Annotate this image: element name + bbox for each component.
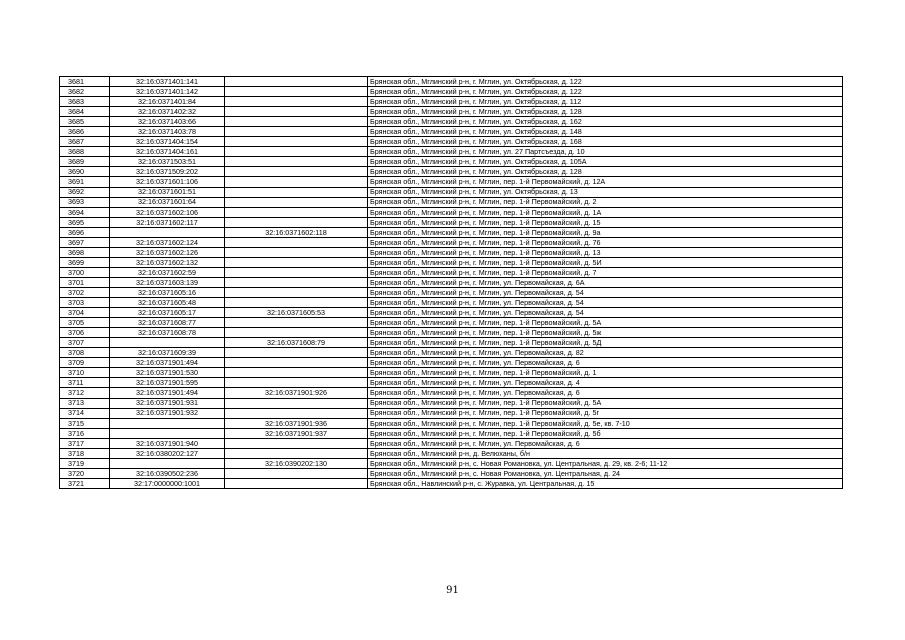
address-cell: Брянская обл., Мглинский р-н, г. Мглин, пер. 1-й Первомайский, д. 12А xyxy=(368,177,843,187)
cadastral-number-cell: 32:16:0371404:154 xyxy=(110,137,225,147)
row-number-cell: 3697 xyxy=(60,237,110,247)
address-cell: Брянская обл., Мглинский р-н, г. Мглин, ул. Первомайская, д. 6 xyxy=(368,358,843,368)
related-cadastral-number-cell xyxy=(225,197,368,207)
related-cadastral-number-cell xyxy=(225,257,368,267)
related-cadastral-number-cell xyxy=(225,318,368,328)
address-cell: Брянская обл., Мглинский р-н, г. Мглин, пер. 1-й Первомайский, д. 1 xyxy=(368,368,843,378)
cadastral-number-cell: 32:16:0371401:142 xyxy=(110,87,225,97)
table-row xyxy=(60,318,843,328)
address-cell: Брянская обл., Мглинский р-н, г. Мглин, пер. 1-й Первомайский, д. 5А xyxy=(368,318,843,328)
table-row xyxy=(60,468,843,478)
cadastral-number-cell: 32:17:0000000:1001 xyxy=(110,478,225,488)
table-row xyxy=(60,368,843,378)
property-register-table xyxy=(59,76,843,489)
related-cadastral-number-cell xyxy=(225,328,368,338)
table-row xyxy=(60,197,843,207)
related-cadastral-number-cell xyxy=(225,468,368,478)
cadastral-number-cell: 32:16:0371901:940 xyxy=(110,438,225,448)
page-number: 91 xyxy=(446,585,459,596)
related-cadastral-number-cell xyxy=(225,87,368,97)
table-row xyxy=(60,458,843,468)
row-number-cell: 3682 xyxy=(60,87,110,97)
address-cell: Брянская обл., Мглинский р-н, г. Мглин, пер. 1-й Первомайский, д. 5г xyxy=(368,408,843,418)
related-cadastral-number-cell xyxy=(225,77,368,87)
row-number-cell: 3686 xyxy=(60,127,110,137)
related-cadastral-number-cell xyxy=(225,287,368,297)
related-cadastral-number-cell xyxy=(225,127,368,137)
address-cell: Брянская обл., Мглинский р-н, г. Мглин, ул. Октябрьская, д. 128 xyxy=(368,107,843,117)
address-cell: Брянская обл., Мглинский р-н, г. Мглин, ул. Октябрьская, д. 122 xyxy=(368,77,843,87)
cadastral-number-cell: 32:16:0371509:202 xyxy=(110,167,225,177)
table-row xyxy=(60,127,843,137)
cadastral-number-cell: 32:16:0371602:59 xyxy=(110,267,225,277)
related-cadastral-number-cell xyxy=(225,348,368,358)
table-row xyxy=(60,338,843,348)
table-row xyxy=(60,328,843,338)
cadastral-number-cell: 32:16:0371901:494 xyxy=(110,388,225,398)
cadastral-number-cell: 32:16:0371605:16 xyxy=(110,287,225,297)
address-cell: Брянская обл., Мглинский р-н, г. Мглин, пер. 1-й Первомайский, д. 2 xyxy=(368,197,843,207)
related-cadastral-number-cell xyxy=(225,247,368,257)
address-cell: Брянская обл., Навлинский р-н, с. Журавка, ул. Центральная, д. 15 xyxy=(368,478,843,488)
cadastral-number-cell: 32:16:0371602:124 xyxy=(110,237,225,247)
table-row xyxy=(60,267,843,277)
address-cell: Брянская обл., Мглинский р-н, г. Мглин, пер. 1-й Первомайский, д. 5Д xyxy=(368,338,843,348)
cadastral-number-cell: 32:16:0371402:32 xyxy=(110,107,225,117)
cadastral-number-cell: 32:16:0371901:932 xyxy=(110,408,225,418)
cadastral-number-cell: 32:16:0371901:494 xyxy=(110,358,225,368)
row-number-cell: 3705 xyxy=(60,318,110,328)
cadastral-number-cell: 32:16:0371605:48 xyxy=(110,298,225,308)
address-cell: Брянская обл., Мглинский р-н, г. Мглин, ул. Первомайская, д. 82 xyxy=(368,348,843,358)
row-number-cell: 3709 xyxy=(60,358,110,368)
row-number-cell: 3701 xyxy=(60,277,110,287)
row-number-cell: 3717 xyxy=(60,438,110,448)
row-number-cell: 3681 xyxy=(60,77,110,87)
row-number-cell: 3720 xyxy=(60,468,110,478)
address-cell: Брянская обл., Мглинский р-н, г. Мглин, ул. Октябрьская, д. 13 xyxy=(368,187,843,197)
table-row xyxy=(60,308,843,318)
table-row xyxy=(60,87,843,97)
row-number-cell: 3708 xyxy=(60,348,110,358)
row-number-cell: 3713 xyxy=(60,398,110,408)
row-number-cell: 3699 xyxy=(60,257,110,267)
cadastral-number-cell: 32:16:0371601:51 xyxy=(110,187,225,197)
table-row xyxy=(60,277,843,287)
table-row xyxy=(60,207,843,217)
cadastral-number-cell: 32:16:0371403:78 xyxy=(110,127,225,137)
related-cadastral-number-cell xyxy=(225,207,368,217)
table-row xyxy=(60,227,843,237)
address-cell: Брянская обл., Мглинский р-н, г. Мглин, ул. Октябрьская, д. 168 xyxy=(368,137,843,147)
cadastral-number-cell: 32:16:0371602:117 xyxy=(110,217,225,227)
table-row xyxy=(60,358,843,368)
cadastral-number-cell: 32:16:0390502:236 xyxy=(110,468,225,478)
row-number-cell: 3696 xyxy=(60,227,110,237)
table-row xyxy=(60,117,843,127)
row-number-cell: 3692 xyxy=(60,187,110,197)
table-row xyxy=(60,187,843,197)
table-row xyxy=(60,408,843,418)
table-row xyxy=(60,287,843,297)
table-row xyxy=(60,177,843,187)
cadastral-number-cell: 32:16:0371602:106 xyxy=(110,207,225,217)
row-number-cell: 3684 xyxy=(60,107,110,117)
table-row xyxy=(60,167,843,177)
related-cadastral-number-cell: 32:16:0371901:926 xyxy=(225,388,368,398)
related-cadastral-number-cell xyxy=(225,448,368,458)
cadastral-number-cell: 32:16:0371602:126 xyxy=(110,247,225,257)
related-cadastral-number-cell xyxy=(225,368,368,378)
row-number-cell: 3719 xyxy=(60,458,110,468)
related-cadastral-number-cell xyxy=(225,137,368,147)
related-cadastral-number-cell xyxy=(225,107,368,117)
address-cell: Брянская обл., Мглинский р-н, г. Мглин, ул. Октябрьская, д. 122 xyxy=(368,87,843,97)
table-row xyxy=(60,137,843,147)
address-cell: Брянская обл., Мглинский р-н, г. Мглин, пер. 1-й Первомайский, д. 1А xyxy=(368,207,843,217)
row-number-cell: 3702 xyxy=(60,287,110,297)
row-number-cell: 3710 xyxy=(60,368,110,378)
address-cell: Брянская обл., Мглинский р-н, г. Мглин, пер. 1-й Первомайский, д. 5ж xyxy=(368,328,843,338)
table-row xyxy=(60,438,843,448)
address-cell: Брянская обл., Мглинский р-н, г. Мглин, ул. Октябрьская, д. 112 xyxy=(368,97,843,107)
cadastral-number-cell: 32:16:0371901:595 xyxy=(110,378,225,388)
related-cadastral-number-cell xyxy=(225,187,368,197)
address-cell: Брянская обл., Мглинский р-н, г. Мглин, пер. 1-й Первомайский, д. 76 xyxy=(368,237,843,247)
table-row xyxy=(60,448,843,458)
row-number-cell: 3694 xyxy=(60,207,110,217)
address-cell: Брянская обл., Мглинский р-н, г. Мглин, пер. 1-й Первомайский, д. 7 xyxy=(368,267,843,277)
row-number-cell: 3690 xyxy=(60,167,110,177)
table-row xyxy=(60,428,843,438)
row-number-cell: 3700 xyxy=(60,267,110,277)
cadastral-number-cell: 32:16:0371601:106 xyxy=(110,177,225,187)
table-row xyxy=(60,157,843,167)
table-row xyxy=(60,247,843,257)
related-cadastral-number-cell xyxy=(225,237,368,247)
row-number-cell: 3687 xyxy=(60,137,110,147)
row-number-cell: 3718 xyxy=(60,448,110,458)
row-number-cell: 3714 xyxy=(60,408,110,418)
related-cadastral-number-cell xyxy=(225,167,368,177)
address-cell: Брянская обл., Мглинский р-н, г. Мглин, пер. 1-й Первомайский, д. 15 xyxy=(368,217,843,227)
address-cell: Брянская обл., Мглинский р-н, г. Мглин, ул. Первомайская, д. 54 xyxy=(368,287,843,297)
cadastral-number-cell: 32:16:0371901:530 xyxy=(110,368,225,378)
row-number-cell: 3712 xyxy=(60,388,110,398)
address-cell: Брянская обл., Мглинский р-н, г. Мглин, ул. Первомайская, д. 6 xyxy=(368,438,843,448)
address-cell: Брянская обл., Мглинский р-н, г. Мглин, ул. Первомайская, д. 6 xyxy=(368,388,843,398)
related-cadastral-number-cell xyxy=(225,147,368,157)
cadastral-number-cell: 32:16:0371401:141 xyxy=(110,77,225,87)
row-number-cell: 3689 xyxy=(60,157,110,167)
address-cell: Брянская обл., Мглинский р-н, г. Мглин, ул. Октябрьская, д. 162 xyxy=(368,117,843,127)
address-cell: Брянская обл., Мглинский р-н, г. Мглин, пер. 1-й Первомайский, д. 5И xyxy=(368,257,843,267)
row-number-cell: 3715 xyxy=(60,418,110,428)
related-cadastral-number-cell xyxy=(225,117,368,127)
row-number-cell: 3695 xyxy=(60,217,110,227)
address-cell: Брянская обл., Мглинский р-н, г. Мглин, пер. 1-й Первомайский, д. 5е, кв. 7-10 xyxy=(368,418,843,428)
cadastral-number-cell: 32:16:0371601:64 xyxy=(110,197,225,207)
row-number-cell: 3707 xyxy=(60,338,110,348)
address-cell: Брянская обл., Мглинский р-н, г. Мглин, ул. Первомайская, д. 6А xyxy=(368,277,843,287)
related-cadastral-number-cell xyxy=(225,298,368,308)
row-number-cell: 3698 xyxy=(60,247,110,257)
address-cell: Брянская обл., Мглинский р-н, г. Мглин, ул. 27 Партсъезда, д. 10 xyxy=(368,147,843,157)
row-number-cell: 3706 xyxy=(60,328,110,338)
cadastral-number-cell xyxy=(110,418,225,428)
cadastral-number-cell: 32:16:0371608:77 xyxy=(110,318,225,328)
row-number-cell: 3683 xyxy=(60,97,110,107)
cadastral-number-cell: 32:16:0371901:931 xyxy=(110,398,225,408)
cadastral-number-cell: 32:16:0371605:17 xyxy=(110,308,225,318)
related-cadastral-number-cell xyxy=(225,267,368,277)
address-cell: Брянская обл., Мглинский р-н, г. Мглин, ул. Октябрьская, д. 128 xyxy=(368,167,843,177)
related-cadastral-number-cell xyxy=(225,217,368,227)
cadastral-number-cell: 32:16:0371404:161 xyxy=(110,147,225,157)
address-cell: Брянская обл., Мглинский р-н, г. Мглин, ул. Октябрьская, д. 148 xyxy=(368,127,843,137)
table-row xyxy=(60,348,843,358)
table-row xyxy=(60,378,843,388)
cadastral-number-cell: 32:16:0380202:127 xyxy=(110,448,225,458)
related-cadastral-number-cell xyxy=(225,157,368,167)
address-cell: Брянская обл., Мглинский р-н, г. Мглин, пер. 1-й Первомайский, д. 5А xyxy=(368,398,843,408)
cadastral-number-cell xyxy=(110,458,225,468)
table-row xyxy=(60,418,843,428)
table-row xyxy=(60,398,843,408)
table-row xyxy=(60,77,843,87)
related-cadastral-number-cell: 32:16:0371605:53 xyxy=(225,308,368,318)
table-row xyxy=(60,237,843,247)
related-cadastral-number-cell: 32:16:0371602:118 xyxy=(225,227,368,237)
table-row xyxy=(60,107,843,117)
related-cadastral-number-cell: 32:16:0371901:937 xyxy=(225,428,368,438)
table-row xyxy=(60,217,843,227)
row-number-cell: 3704 xyxy=(60,308,110,318)
address-cell: Брянская обл., Мглинский р-н, г. Мглин, ул. Первомайская, д. 54 xyxy=(368,308,843,318)
cadastral-number-cell: 32:16:0371403:66 xyxy=(110,117,225,127)
row-number-cell: 3721 xyxy=(60,478,110,488)
register-table-body xyxy=(60,77,843,489)
address-cell: Брянская обл., Мглинский р-н, с. Новая Романовка, ул. Центральная, д. 24 xyxy=(368,468,843,478)
cadastral-number-cell: 32:16:0371608:78 xyxy=(110,328,225,338)
row-number-cell: 3711 xyxy=(60,378,110,388)
table-row xyxy=(60,97,843,107)
cadastral-number-cell: 32:16:0371503:51 xyxy=(110,157,225,167)
address-cell: Брянская обл., Мглинский р-н, с. Новая Романовка, ул. Центральная, д. 29, кв. 2-6; 11-12 xyxy=(368,458,843,468)
related-cadastral-number-cell: 32:16:0371608:79 xyxy=(225,338,368,348)
related-cadastral-number-cell xyxy=(225,97,368,107)
table-row xyxy=(60,298,843,308)
related-cadastral-number-cell xyxy=(225,398,368,408)
address-cell: Брянская обл., Мглинский р-н, д. Велюханы, б/н xyxy=(368,448,843,458)
related-cadastral-number-cell xyxy=(225,478,368,488)
address-cell: Брянская обл., Мглинский р-н, г. Мглин, ул. Первомайская, д. 54 xyxy=(368,298,843,308)
cadastral-number-cell: 32:16:0371609:39 xyxy=(110,348,225,358)
table-row xyxy=(60,478,843,488)
row-number-cell: 3703 xyxy=(60,298,110,308)
cadastral-number-cell xyxy=(110,227,225,237)
cadastral-number-cell: 32:16:0371401:84 xyxy=(110,97,225,107)
row-number-cell: 3688 xyxy=(60,147,110,157)
related-cadastral-number-cell xyxy=(225,277,368,287)
related-cadastral-number-cell xyxy=(225,408,368,418)
cadastral-number-cell xyxy=(110,428,225,438)
related-cadastral-number-cell: 32:16:0390202:130 xyxy=(225,458,368,468)
address-cell: Брянская обл., Мглинский р-н, г. Мглин, ул. Октябрьская, д. 105А xyxy=(368,157,843,167)
row-number-cell: 3693 xyxy=(60,197,110,207)
cadastral-number-cell: 32:16:0371602:132 xyxy=(110,257,225,267)
row-number-cell: 3716 xyxy=(60,428,110,438)
related-cadastral-number-cell xyxy=(225,378,368,388)
row-number-cell: 3691 xyxy=(60,177,110,187)
related-cadastral-number-cell xyxy=(225,438,368,448)
address-cell: Брянская обл., Мглинский р-н, г. Мглин, ул. Первомайская, д. 4 xyxy=(368,378,843,388)
table-row xyxy=(60,147,843,157)
table-row xyxy=(60,388,843,398)
related-cadastral-number-cell xyxy=(225,177,368,187)
address-cell: Брянская обл., Мглинский р-н, г. Мглин, пер. 1-й Первомайский, д. 13 xyxy=(368,247,843,257)
cadastral-number-cell xyxy=(110,338,225,348)
address-cell: Брянская обл., Мглинский р-н, г. Мглин, пер. 1-й Первомайский, д. 5б xyxy=(368,428,843,438)
related-cadastral-number-cell: 32:16:0371901:936 xyxy=(225,418,368,428)
cadastral-number-cell: 32:16:0371603:139 xyxy=(110,277,225,287)
address-cell: Брянская обл., Мглинский р-н, г. Мглин, пер. 1-й Первомайский, д. 9а xyxy=(368,227,843,237)
related-cadastral-number-cell xyxy=(225,358,368,368)
row-number-cell: 3685 xyxy=(60,117,110,127)
table-row xyxy=(60,257,843,267)
